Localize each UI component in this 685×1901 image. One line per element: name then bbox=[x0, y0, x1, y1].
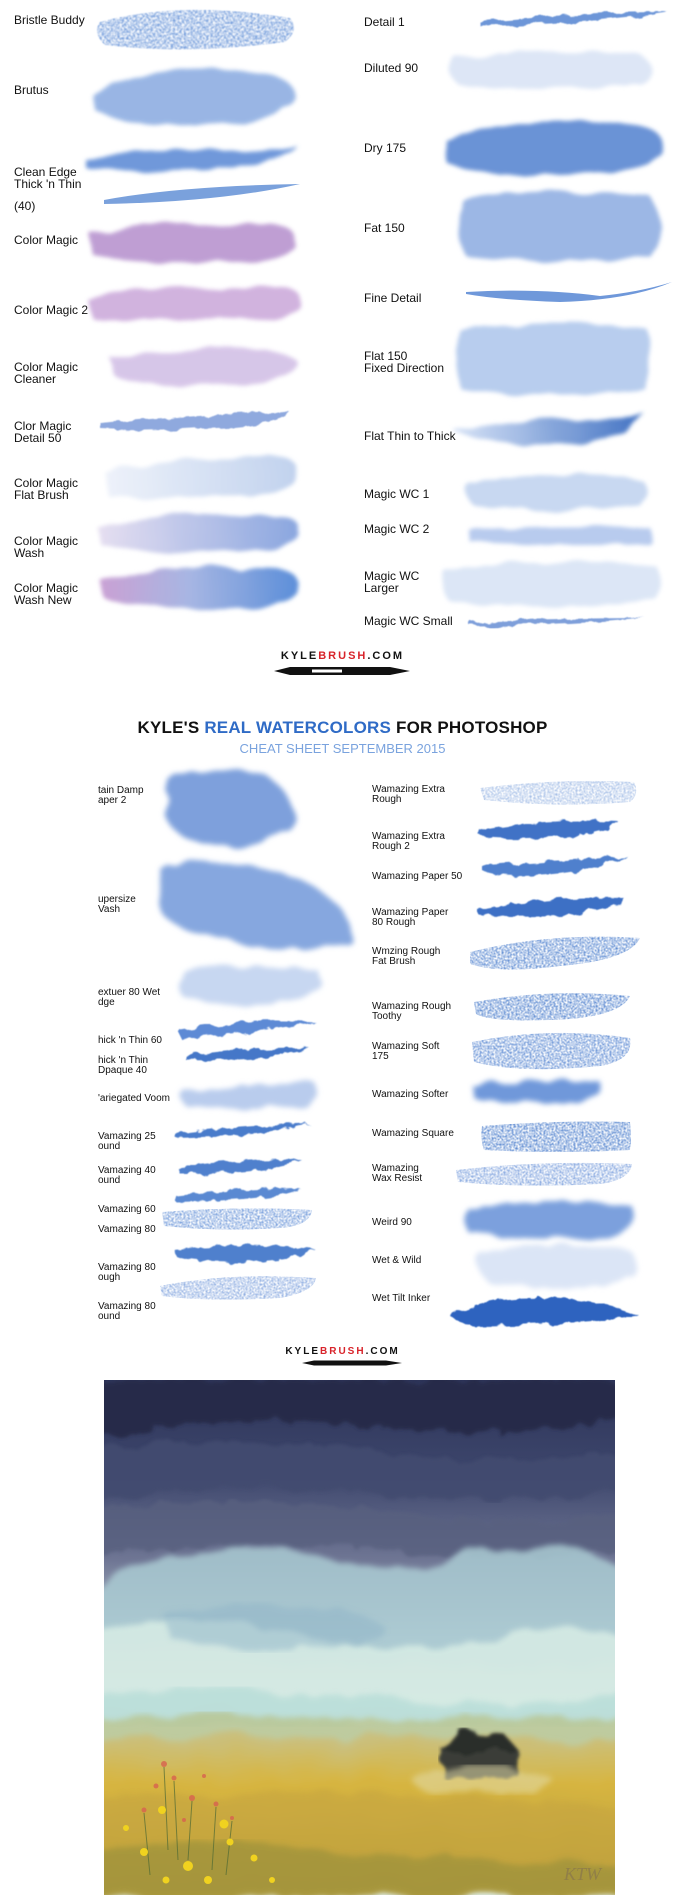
brush-label: Vamazing 80 bbox=[98, 1224, 156, 1235]
stroke-color-magic-cleaner bbox=[110, 349, 297, 387]
stroke-color-magic-2 bbox=[88, 287, 300, 321]
pen-icon bbox=[300, 1359, 404, 1367]
stroke-dry-175 bbox=[446, 119, 665, 175]
brush-label: Wamazing Paper 50 bbox=[372, 871, 463, 882]
brush-label: Wamazing Rough Toothy bbox=[372, 1001, 452, 1022]
stroke-wamazing-square bbox=[481, 1122, 631, 1153]
brush-label: hick 'n Thin 60 bbox=[98, 1035, 162, 1046]
stroke-textuer-wet-edge bbox=[179, 965, 321, 1003]
stroke-wamazing-80-rough bbox=[174, 1245, 316, 1262]
stroke-brutus bbox=[92, 68, 295, 124]
brush-label: Flat Thin to Thick bbox=[364, 429, 456, 443]
brush-label: (40) bbox=[14, 199, 36, 213]
stroke-thick-thin-60 bbox=[180, 1021, 316, 1038]
kylebrush-logo bbox=[0, 650, 685, 662]
stroke-wamazing-extra-rough-2 bbox=[480, 821, 620, 839]
brush-label: Magic WC 2 bbox=[364, 522, 430, 536]
brush-label: Fat 150 bbox=[364, 221, 405, 235]
title-part: KYLE'S bbox=[137, 718, 205, 737]
stroke-magic-wc-1 bbox=[466, 475, 647, 509]
stroke-wamazing-paper-50 bbox=[482, 856, 628, 876]
brush-label: Vamazing 80 ound bbox=[98, 1301, 156, 1322]
stroke-color-magic-flat bbox=[104, 457, 296, 497]
brush-label: Vamazing 60 bbox=[98, 1204, 156, 1215]
brush-label: Vamazing 40 ound bbox=[98, 1165, 156, 1186]
stroke-bristle-buddy bbox=[97, 10, 294, 49]
brush-label: Vamazing 25 ound bbox=[98, 1131, 156, 1152]
stroke-magic-wc-larger bbox=[441, 562, 661, 606]
brush-label: Wet Tilt Inker bbox=[372, 1293, 431, 1304]
brush-label: Clean Edge Thick 'n Thin bbox=[14, 165, 82, 191]
brush-label: Wet & Wild bbox=[372, 1255, 422, 1266]
logo-text: KYLE bbox=[280, 650, 319, 662]
brush-label: Weird 90 bbox=[372, 1217, 412, 1228]
stroke-color-magic bbox=[90, 223, 294, 263]
stroke-wamazing-80-round bbox=[160, 1276, 316, 1299]
stroke-thick-thin-opaque bbox=[186, 1048, 310, 1061]
pen-icon bbox=[272, 664, 412, 678]
brush-label: Wamazing Soft 175 bbox=[372, 1041, 440, 1062]
brush-label: Color Magic 2 bbox=[14, 303, 89, 317]
stroke-wamazing-40 bbox=[178, 1160, 302, 1174]
stroke-fat-150 bbox=[458, 192, 660, 261]
stroke-wamazing-60 bbox=[176, 1188, 300, 1202]
stroke-wamazing-80 bbox=[162, 1208, 312, 1229]
stroke-fine-detail bbox=[466, 282, 672, 302]
logo-text: KYLE bbox=[285, 1346, 320, 1357]
kylebrush-logo bbox=[0, 1346, 685, 1357]
brush-label: Brutus bbox=[14, 83, 49, 97]
stroke-wamazing-softer bbox=[472, 1080, 603, 1104]
artist-signature: KTW bbox=[564, 1864, 602, 1884]
stroke-color-magic-wash-new bbox=[102, 567, 297, 610]
stroke-detail-1 bbox=[480, 12, 668, 26]
landscape-image bbox=[104, 1380, 615, 1895]
brush-label: Wamazing Paper 80 Rough bbox=[372, 907, 449, 928]
logo-text: .COM bbox=[367, 650, 405, 662]
watercolor-landscape-painting bbox=[104, 1380, 615, 1895]
brush-label: Magic WC Small bbox=[364, 614, 453, 628]
stroke-weird-90 bbox=[465, 1202, 632, 1238]
brush-label: extuer 80 Wet dge bbox=[98, 987, 161, 1008]
stroke-flat-thin-to-thick bbox=[454, 414, 646, 444]
logo-text: .COM bbox=[365, 1346, 400, 1357]
brush-label: Wamazing Softer bbox=[372, 1089, 449, 1100]
stroke-wamazing-soft-175 bbox=[472, 1033, 630, 1069]
stroke-clean-edge bbox=[86, 146, 298, 171]
brush-label: Wamazing Extra Rough bbox=[372, 784, 445, 805]
brush-label: Dry 175 bbox=[364, 141, 407, 155]
title-part: FOR PHOTOSHOP bbox=[391, 718, 548, 737]
stroke-clean-edge-40 bbox=[104, 184, 300, 204]
cheat-sheet-title bbox=[0, 718, 685, 738]
brush-label: Vamazing 80 ough bbox=[98, 1262, 156, 1283]
brush-label: Color Magic Cleaner bbox=[14, 360, 79, 386]
brush-label: Clor Magic Detail 50 bbox=[14, 419, 72, 445]
stroke-wamazing-paper-80 bbox=[478, 898, 624, 917]
stroke-flat-150-fixed bbox=[456, 323, 651, 394]
brush-label: upersize Vash bbox=[98, 894, 136, 915]
brush-label: Magic WC Larger bbox=[364, 569, 420, 595]
brush-label: Bristle Buddy bbox=[14, 13, 85, 27]
stroke-wamazing-wax-resist bbox=[456, 1163, 632, 1186]
stroke-wamazing-rough-fat bbox=[470, 937, 640, 970]
brush-label: Wamazing Square bbox=[372, 1128, 454, 1139]
cheat-sheet-subtitle: CHEAT SHEET SEPTEMBER 2015 bbox=[239, 741, 446, 756]
brush-label: Diluted 90 bbox=[364, 61, 419, 75]
stroke-diluted-90 bbox=[451, 52, 650, 90]
brush-label: tain Damp aper 2 bbox=[98, 785, 144, 806]
stroke-supersize-wash bbox=[156, 862, 351, 950]
brush-label: Color Magic Wash bbox=[14, 534, 79, 560]
brush-label: Wamazing Wax Resist bbox=[372, 1163, 423, 1184]
stroke-magic-wc-small bbox=[470, 618, 646, 626]
brush-strokes-sheet-1 bbox=[0, 0, 685, 640]
brush-label: Color Magic bbox=[14, 233, 79, 247]
brush-label: Detail 1 bbox=[364, 15, 405, 29]
brush-strokes-sheet-2 bbox=[0, 760, 685, 1330]
brush-label: Color Magic Flat Brush bbox=[14, 476, 79, 502]
stroke-wamazing-25 bbox=[176, 1124, 310, 1138]
brush-label: Flat 150 Fixed Direction bbox=[364, 349, 445, 375]
brush-label: Wmzing Rough Fat Brush bbox=[372, 946, 441, 967]
stroke-stain-damp bbox=[164, 771, 293, 846]
brush-label: hick 'n Thin Dpaque 40 bbox=[98, 1055, 149, 1076]
brush-label: Wamazing Extra Rough 2 bbox=[372, 831, 445, 852]
stroke-wet-tilt-inker bbox=[450, 1297, 640, 1326]
stroke-wet-and-wild bbox=[477, 1245, 634, 1286]
stroke-color-magic-wash bbox=[98, 515, 298, 553]
stroke-wamazing-extra-rough bbox=[480, 781, 636, 805]
logo-text-accent: BRUSH bbox=[320, 1346, 366, 1357]
brush-label: Fine Detail bbox=[364, 291, 422, 305]
brush-label: 'ariegated Voom bbox=[98, 1093, 170, 1104]
stroke-color-magic-detail bbox=[102, 412, 290, 431]
brush-label: Color Magic Wash New bbox=[14, 581, 79, 607]
title-accent: REAL WATERCOLORS bbox=[204, 718, 392, 737]
stroke-variegated-voom bbox=[181, 1083, 316, 1109]
logo-text-accent: BRUSH bbox=[318, 650, 368, 662]
stroke-magic-wc-2 bbox=[470, 526, 653, 545]
brush-label: Magic WC 1 bbox=[364, 487, 430, 501]
stroke-wamazing-rough-toothy bbox=[474, 993, 630, 1020]
